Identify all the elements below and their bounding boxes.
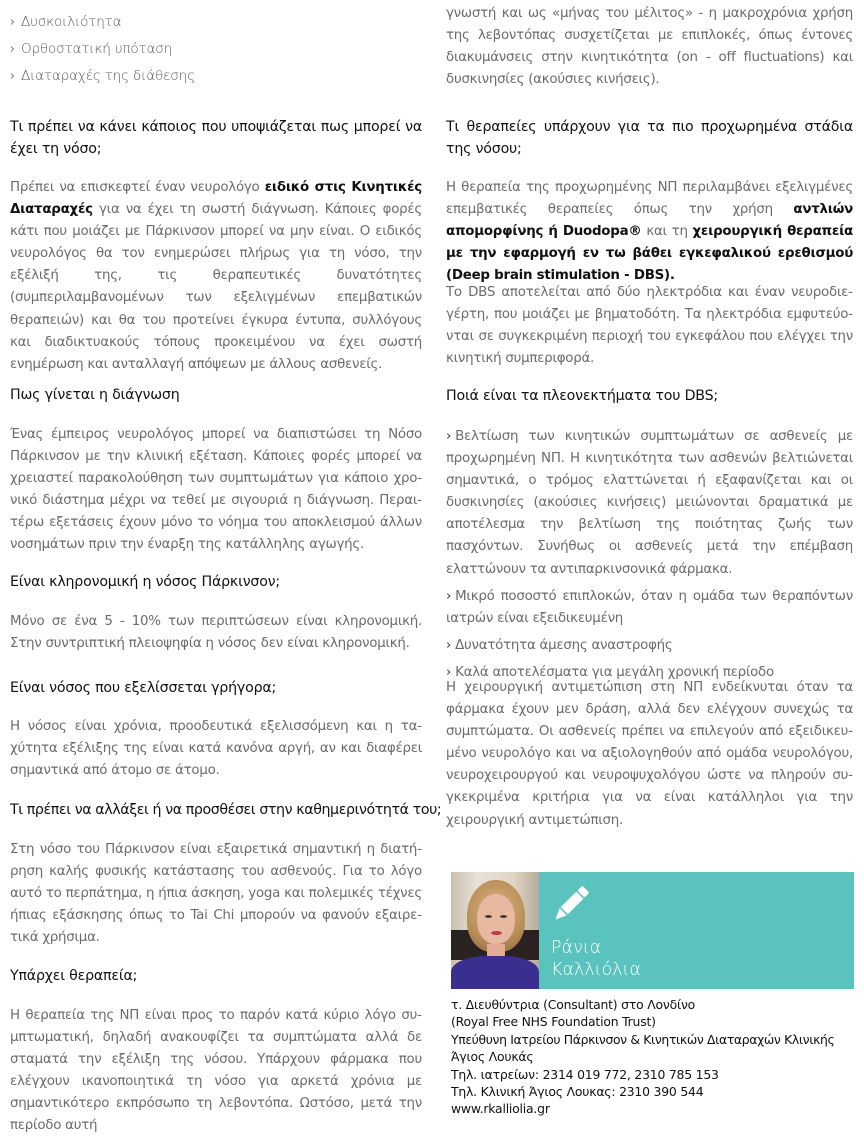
- chevron-right-icon: ›: [446, 588, 452, 604]
- author-name-panel: [539, 872, 854, 989]
- list-item: › Δυνατότητα άμεσης αναστροφής: [446, 637, 673, 653]
- symptom-list: [10, 9, 422, 90]
- chevron-right-icon: ›: [10, 42, 15, 57]
- section-heading: Υπάρχει θεραπεία;: [10, 968, 138, 984]
- section-heading: Τι πρέπει να αλλάξει ή να προσθέσει στην καθημερινότητά του;: [10, 802, 442, 818]
- benefits-list: [446, 426, 853, 684]
- bold-emphasis: ειδικό στις Κινητικές Διαταραχές: [10, 180, 422, 218]
- author-role: Υπεύθυνη Ιατρείου Πάρκινσον & Κινητικών Διαταραχών Κλινικής: [451, 1031, 835, 1047]
- author-phone-clinic: Τηλ. Κλινική Άγιος Λουκας: 2310 390 544: [451, 1084, 704, 1100]
- author-last-name: Καλλιόλια: [551, 960, 641, 980]
- author-affiliation: (Royal Free NHS Foundation Trust): [451, 1014, 656, 1030]
- list-item: › Καλά αποτελέσματα για μεγάλη χρονική περίοδο: [446, 664, 774, 680]
- section-heading: Τι πρέπει να κάνει κάποιος που υποψιάζεται πως μπορεί να έχει τη νόσο;: [10, 119, 422, 157]
- author-first-name: Ράνια: [551, 938, 602, 958]
- chevron-right-icon: ›: [446, 637, 452, 653]
- surgery-paragraph: Η χειρουργική αντιμετώπιση στη ΝΠ ενδείκνυται όταν τα φάρμακα έχουν μεν δράση, αλλά δεν ελέγχουν συνεχώς τα συμπτώματα. Οι ασθενείς πρέπει να επιλεγούν από εξειδικευμένο νευρολόγο και να αξιολογηθούν από ομάδα νευρολόγου, νευροχειρουργού και νευροψυχολόγου ώστε να πληρούν συγκεκριμένα κριτήρια για να είναι κατάλληλοι για την χειρουργική αντιμετώπιση.: [446, 680, 853, 828]
- list-item: › Δυσκοιλιότητα: [10, 14, 122, 30]
- list-item: › Ορθοστατική υπόταση: [10, 41, 173, 57]
- section-heading: Ποιά είναι τα πλεονεκτήματα του DBS;: [446, 388, 718, 404]
- section-paragraph: Ένας έμπειρος νευρολόγος μπορεί να διαπιστώσει τη Νόσο Πάρκινσον με την κλινική εξέταση. Κάποιες φορές μπορεί να χρειαστεί παρακολούθηση των συμπτωμάτων για κάποιο χρονικό διάστημα μέχρι να τεθεί με σιγουριά η διάγνωση. Περαιτέρω εξετάσεις έχουν μόνο το νόημα του αποκλεισμού άλλων νοσημάτων πριν την έναρξη της κατάλληλης αγωγής.: [10, 427, 422, 553]
- author-title: τ. Διευθύντρια (Consultant) στο Λονδίνο: [451, 997, 696, 1012]
- list-item: › Μικρό ποσοστό επιπλοκών, όταν η ομάδα των θεραπόντων ιατρών είναι εξειδικευμένη: [446, 588, 853, 626]
- list-item: › Διαταραχές της διάθεσης: [10, 68, 195, 84]
- bold-emphasis: αντλιών απομορφίνης ή Duodopa®: [446, 202, 853, 240]
- section-heading: Είναι νόσος που εξελίσσεται γρήγορα;: [10, 680, 277, 696]
- section-heading: Είναι κληρονομική η νόσος Πάρκινσον;: [10, 574, 280, 590]
- list-item: › Βελτίωση των κινητικών συμπτωμάτων σε ασθενείς με προχωρημένη ΝΠ. Η κινητικότητα των ασθενών βελτιώνεται σημαντικά, ο τρόμος ελαττώνεται ή εξαφανίζεται και οι δυσκινησίες (ακούσιες κινήσεις) μειώνονται δραματικά με αποτέλεσμα την βελτίωση της ποιότητας ζωής των πασχόντων. Συνήθως οι ασθενείς μετά την επέμβαση ελαττώνουν τα αντιπαρκινσονικά φάρμακα.: [446, 429, 853, 577]
- bold-emphasis: χειρουργική θεραπεία με την εφαρμογή εν τω βάθει εγκεφαλικού ερεθισμού (Deep brain stimulation - DBS).: [446, 224, 853, 284]
- author-website-link[interactable]: www.rkalliolia.gr: [451, 1101, 550, 1117]
- section-paragraph: Η θεραπεία της προχωρημένης ΝΠ περιλαμβάνει εξελιγμένες επεμβατικές θεραπείες όπως την χρήση αντλιών απομορφίνης ή Duodopa® και τη χειρουργική θεραπεία με την εφαρμογή εν τω βάθει εγκεφαλικού ερεθισμού (Deep brain stimulation - DBS).: [446, 180, 853, 284]
- pencil-icon: [551, 884, 591, 924]
- continuation-paragraph: γνωστή και ως «μήνας του μέλιτος» - η μακροχρόνια χρήση της λεβοντόπας συσχετίζεται με επιπλοκές, όπως έντονες διακυμάνσεις στην κινητικότητα (on - off fluctuations) και δυσκινησίες (ακούσιες κινήσεις).: [446, 6, 853, 88]
- section-heading: Τι θεραπείες υπάρχουν για τα πιο προχωρημένα στάδια της νόσου;: [446, 119, 853, 157]
- section-heading: Πως γίνεται η διάγνωση: [10, 387, 180, 403]
- author-phone-offices: Τηλ. ιατρείων: 2314 019 772, 2310 785 153: [451, 1066, 719, 1082]
- author-info: [451, 996, 861, 1118]
- dbs-paragraph: Το DBS αποτελείται από δύο ηλεκτρόδια και έναν νευροδιεγέρτη, που μοιάζει με βηματοδότη. Τα ηλεκτρόδια εμφυτεύονται σε συγκεκριμένη περιοχή του εγκεφάλου που ελέγχει την κινητική συμπεριφορά.: [446, 285, 853, 367]
- chevron-right-icon: ›: [10, 69, 15, 84]
- author-card: [451, 872, 854, 989]
- author-photo: [451, 872, 539, 989]
- section-paragraph: Στη νόσο του Πάρκινσον είναι εξαιρετικά σημαντική η διατήρηση καλής φυσικής κατάστασης του ασθενούς. Για το λόγο αυτό το περπάτημα, η ήπια άσκηση, yoga και πολεμικές τέχνες ήπιας εξάσκησης όπως το Tai Chi μπορούν να φανούν εξαιρετικά χρήσιμα.: [10, 842, 422, 946]
- section-paragraph: Η νόσος είναι χρόνια, προοδευτικά εξελισσόμενη και η ταχύτητα εξέλιξης της είναι κατά κανόνα αργή, αν και διαφέρει σημαντικά από άτομο σε άτομο.: [10, 719, 422, 779]
- chevron-right-icon: ›: [10, 15, 15, 30]
- chevron-right-icon: ›: [446, 664, 452, 680]
- section-paragraph: Μόνο σε ένα 5 - 10% των περιπτώσεων είναι κληρονομική. Στην συντριπτική πλειοψηφία η νόσος δεν είναι κληρονομική.: [10, 614, 422, 652]
- section-paragraph: Πρέπει να επισκεφτεί έναν νευρολόγο ειδικό στις Κινητικές Διαταραχές για να έχει τη σωστή διάγνωση. Κάποιες φορές κάτι που μοιάζει με Πάρκινσον μπορεί να μην είναι. Ο ειδικός νευρολόγος θα τον ενημερώσει πλήρως για τη νόσο, την εξέλιξή της, τις θεραπευτικές δυνατότητες (συμπεριλαμβανομένων των εξελιγμένων επεμβατικών θεραπειών) και θα του προτείνει έγκυρα έντυπα, συλλόγους και διαδικτυακούς τόπους προκειμένου να έχει σωστή ενημέρωση και ανταλλαγή απόψεων με άλλους ασθενείς.: [10, 180, 422, 372]
- author-clinic: Άγιος Λουκάς: [451, 1049, 534, 1065]
- section-paragraph: Η θεραπεία της ΝΠ είναι προς το παρόν κατά κύριο λόγο συμπτωματική, δηλαδή ανακουφίζει τα συμπτώματα αλλά δε σταματά την εξέλιξη της νόσου. Υπάρχουν φάρμακα που ελέγχουν ικανοποιητικά τη νόσο για αρκετά χρόνια με σημαντικότερο εκπρόσωπο τη λεβοντόπα. Ωστόσο, μετά την περίοδο αυτή: [10, 1008, 422, 1134]
- chevron-right-icon: ›: [446, 429, 452, 444]
